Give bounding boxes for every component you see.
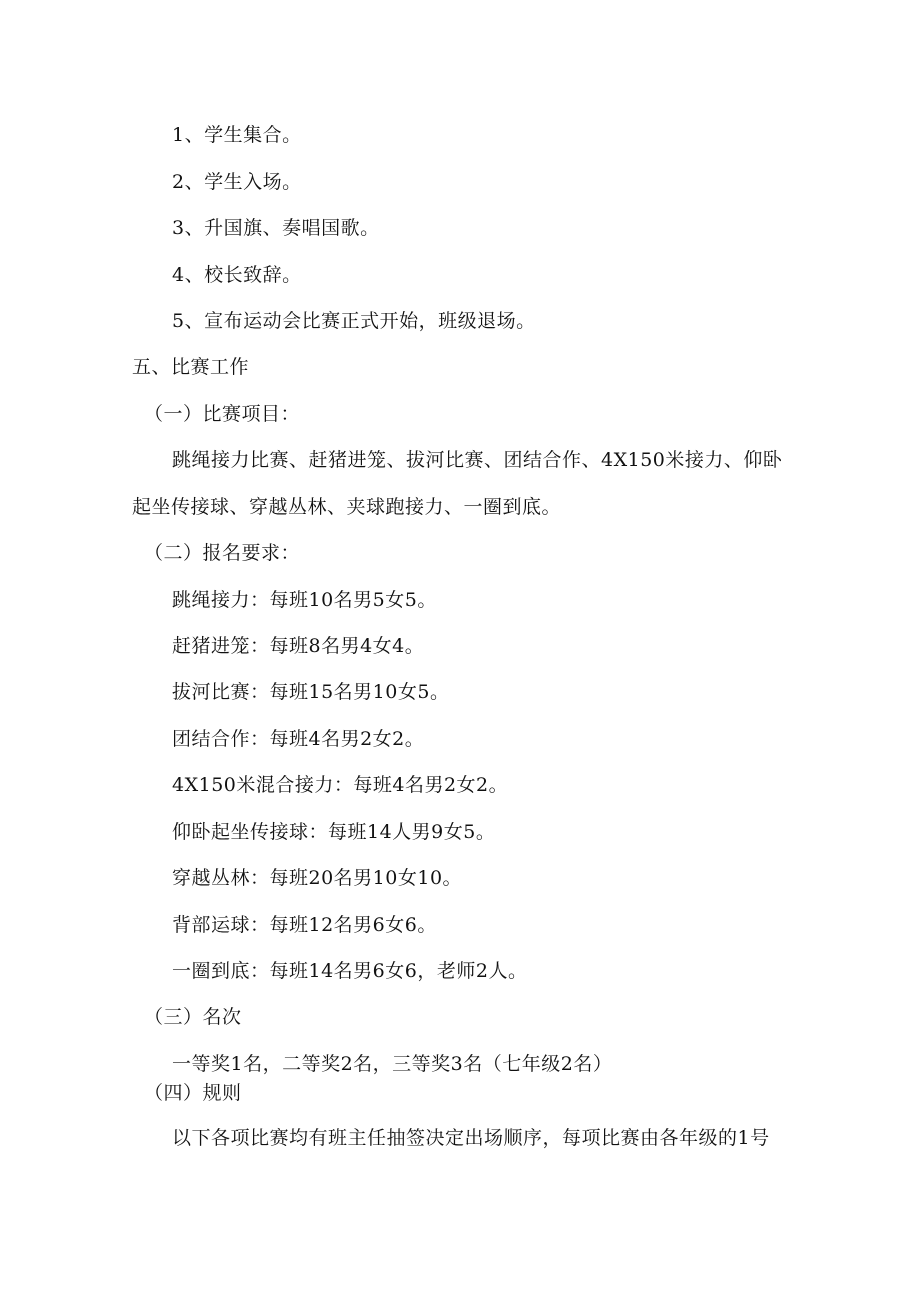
registration-item: 跳绳接力：每班10名男5女5。	[172, 589, 437, 611]
events-text-line-1: 跳绳接力比赛、赶猪进笼、拔河比赛、团结合作、4X150米接力、仰卧	[172, 449, 783, 471]
ceremony-item-1: 1、学生集合。	[172, 124, 302, 146]
registration-item: 4X150米混合接力：每班4名男2女2。	[172, 774, 509, 796]
registration-heading: （二）报名要求：	[144, 542, 301, 564]
ceremony-item-2: 2、学生入场。	[172, 171, 302, 193]
registration-item: 仰卧起坐传接球：每班14人男9女5。	[172, 821, 496, 843]
ceremony-item-5: 5、宣布运动会比赛正式开始，班级退场。	[172, 310, 536, 332]
section-heading: 五、比赛工作	[132, 356, 250, 378]
ranking-heading: （三）名次	[144, 1006, 242, 1028]
registration-item: 穿越丛林：每班20名男10女10。	[172, 867, 463, 889]
events-text-line-2: 起坐传接球、穿越丛林、夹球跑接力、一圈到底。	[132, 496, 562, 518]
ranking-text: 一等奖1名，二等奖2名，三等奖3名（七年级2名）	[172, 1053, 613, 1075]
registration-item: 赶猪进笼：每班8名男4女4。	[172, 635, 425, 657]
registration-item: 团结合作：每班4名男2女2。	[172, 728, 425, 750]
rules-text: 以下各项比赛均有班主任抽签决定出场顺序，每项比赛由各年级的1号	[172, 1127, 770, 1149]
registration-item: 一圈到底：每班14名男6女6，老师2人。	[172, 960, 528, 982]
registration-item: 拔河比赛：每班15名男10女5。	[172, 681, 450, 703]
rules-heading: （四）规则	[144, 1082, 242, 1104]
ceremony-item-4: 4、校长致辞。	[172, 264, 302, 286]
registration-item: 背部运球：每班12名男6女6。	[172, 914, 437, 936]
ceremony-item-3: 3、升国旗、奏唱国歌。	[172, 217, 380, 239]
events-heading: （一）比赛项目：	[144, 403, 301, 425]
